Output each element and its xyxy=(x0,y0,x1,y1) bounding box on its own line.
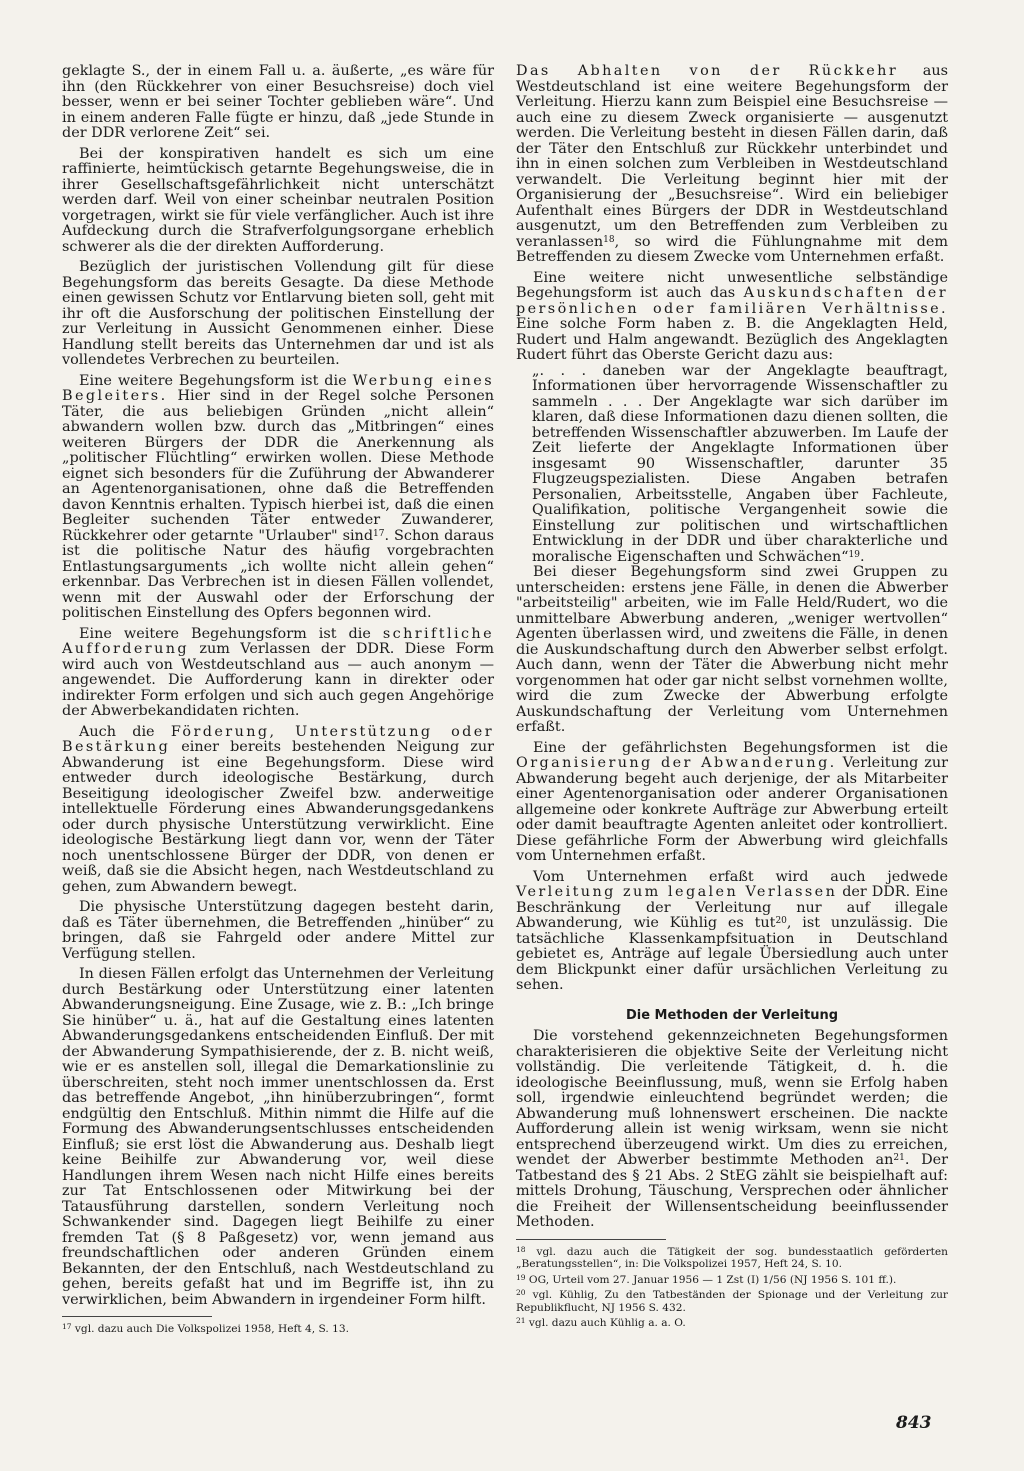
footnote-text: vgl. dazu auch Die Volkspolizei 1958, Heft 4, S. 13. xyxy=(74,1323,349,1335)
footnote xyxy=(516,1274,948,1287)
footnote-ref: 19 xyxy=(848,549,860,560)
text-run: Verleitung zur Abwanderung begeht auch derjenige, der als Mitarbeiter einer Agentenorganisation oder anderer Organisationen allgemeine oder konkrete Aufträge zur Abwerbung erteilt oder damit beauftragte Agenten anleitet oder kontrolliert. Diese gefährliche Form der Abwerbung wird gleichfalls vom Unternehmen erfaßt. xyxy=(516,755,948,864)
footnote-ref: 18 xyxy=(603,234,615,245)
emphasis: Werbung eines Begleiters. xyxy=(62,372,494,404)
right-column xyxy=(516,64,948,1333)
footnote-text: vgl. dazu auch die Tätigkeit der sog. bundesstaatlich geförderten „Beratungsstellen“, in: Die Volkspolizei 1957, Heft 24, S. 10. xyxy=(516,1245,948,1271)
footnote xyxy=(62,1323,494,1336)
text-run: einer bereits bestehenden Neigung zur Abwanderung ist eine Begehungsform. Diese wird entweder durch ideologische Bestärkung, durch Beseitigung ideologischer Zweifel bzw. anderweitige intellektuelle Förderung eines Abwanderungsgedankens oder durch physische Unterstützung verwirklicht. Eine ideologische Bestärkung liegt dann vor, wenn der Täter noch unentschlossene Bürger der DDR, von denen er weiß, daß sie die Absicht hegen, nach Westdeutschland zu gehen, zum Abwandern bewegt. xyxy=(62,739,494,895)
emphasis: Das Abhalten von der Rückkehr xyxy=(516,63,899,79)
text-run: Eine solche Form haben z. B. die Angeklagten Held, Rudert und Halm angewandt. Bezüglich des Angeklagten Rudert führt das Oberste Gericht dazu aus: xyxy=(516,316,948,363)
footnote-number: 20 xyxy=(516,1288,526,1298)
footnote-ref: 21 xyxy=(893,1153,905,1163)
text-run: zum Verlassen der DDR. Diese Form wird auch von Westdeutschland aus — auch anonym — angewendet. Die Aufforderung kann in direkter oder indirekter Form erfolgen und sich auch gegen Angehörige der Abwerbekandidaten richten. xyxy=(62,641,494,719)
emphasis: schriftliche Aufforderung xyxy=(62,625,494,657)
emphasis: Verleitung zum legalen Verlassen xyxy=(516,884,838,900)
footnote-ref: 17 xyxy=(373,528,385,539)
paragraph: Bezüglich der juristischen Vollendung gilt für diese Begehungsform das bereits Gesagte. Da diese Methode einen gewissen Schutz vor Entlarvung bieten soll, geht mit ihr oft die Ausforschung der politischen Einstellung der zur Verleitung in Aussicht Genommenen einher. Diese Handlung stellt bereits das Unternehmen dar und ist als vollendetes Verbrechen zu beurteilen. xyxy=(62,259,494,368)
quote-text: „. . . daneben war der Angeklagte beauftragt, Informationen über hervorragende Wissenschaftler zu sammeln . . . Der Angeklagte war sich darüber im klaren, daß diese Informationen dazu dienen sollten, die betreffenden Wissenschaftler abzuwerben. Im Laufe der Zeit lieferte der Angeklagte Informationen über insgesamt 90 Wissenschaftler, darunter 35 Flugzeugspezialisten. Diese Angaben betrafen Personalien, Arbeitsstelle, Angaben über Fachleute, Qualifikation, politische Vergangenheit sowie die Einstellung zur politischen und wirtschaftlichen Entwicklung in der DDR und über charakterliche und moralische Eigenschaften und Schwächen“$^{19}$. xyxy=(532,362,948,565)
footnote-text: vgl. Kühlig, Zu den Tatbeständen der Spionage und der Verleitung zur Republikflucht, NJ 1956 S. 432. xyxy=(516,1289,948,1314)
footnote-number: 21 xyxy=(516,1316,526,1326)
text-run: Eine weitere Begehungsform ist die xyxy=(79,625,371,642)
footnote-number: 19 xyxy=(516,1272,526,1282)
paragraph xyxy=(516,870,948,994)
paragraph xyxy=(62,627,494,720)
text-run: Die vorstehend gekennzeichneten Begehungsformen charakterisieren die objektive Seite der Verleitung nicht vollständig. Die verleitende Tätigkeit, d. h. die ideologische Beeinflussung, muß, wenn sie Erfolg haben soll, irgendwie einleuchtend begründet werden; die Abwanderung muß lohnenswert erscheinen. Die nackte Aufforderung allein ist wenig wirksam, wenn sie nicht entsprechend überzeugend wirkt. Um dies zu erreichen, wendet der Abwerber bestimmte Methoden an xyxy=(516,1028,948,1168)
footnote xyxy=(516,1317,948,1330)
footnote-divider xyxy=(62,1316,212,1317)
text-run: Eine weitere nicht unwesentliche selbständige Begehungsform ist auch das xyxy=(516,269,948,301)
footnote xyxy=(516,1289,948,1314)
footnote-divider xyxy=(516,1239,666,1240)
paragraph: Die physische Unterstützung dagegen besteht darin, daß es Täter übernehmen, die Betreffenden „hinüber“ zu bringen, daß sie Fahrgeld oder andere Mittel zur Verfügung stellen. xyxy=(62,899,494,962)
text-run: , so wird die Fühlungnahme mit dem Betreffenden zu diesem Zwecke vom Unternehmen erfaßt. xyxy=(516,233,948,265)
emphasis: Auskundschaften der persönlichen oder familiären Verhältnisse. xyxy=(516,285,949,317)
left-column xyxy=(62,64,494,1339)
paragraph xyxy=(62,725,494,896)
footnote-text: OG, Urteil vom 27. Januar 1956 — 1 Zst (I) 1/56 (NJ 1956 S. 101 ff.). xyxy=(528,1273,897,1286)
section-heading: Die Methoden der Verleitung xyxy=(625,1007,839,1023)
text-run: , ist unzulässig. Die tatsächliche Klassenkampfsituation in Deutschland gebietet es, Anträge auf legale Übersiedlung auch unter dem Blickpunkt einer dafür ursächlichen Verleitung zu sehen. xyxy=(516,915,948,993)
text-run: Eine der gefährlichsten Begehungsformen ist die xyxy=(533,739,948,756)
footnote-number: 17 xyxy=(62,1322,72,1331)
paragraph xyxy=(516,741,948,865)
paragraph: In diesen Fällen erfolgt das Unternehmen der Verleitung durch Bestärkung oder Unterstützung einer latenten Abwanderungsneigung. Eine Zusage, wie z. B.: „Ich bringe Sie hinüber“ u. ä., hat auf die Gestaltung eines latenten Abwanderungsgedankens entscheidenden Einfluß. Der mit der Abwanderung Sympathisierende, der z. B. nicht weiß, wie er es anstellen soll, illegal die Demarkationslinie zu überschreiten, steht noch immer unentschlossen da. Erst das betreffende Angebot, „ihn hinüberzubringen“, formt endgültig den Entschluß. Mithin nimmt die Hilfe auf die Formung des Abwanderungsentschlusses entscheidenden Einfluß; sie erst löst die Abwanderung aus. Deshalb liegt keine Beihilfe zur Abwanderung vor, weil diese Handlungen ihrem Wesen nach nicht Hilfe eines bereits zur Tat Entschlossenen oder Mitwirkung bei der Tatausführung darstellen, sondern Verleitung noch Schwankender sind. Dagegen liegt Beihilfe zu einer fremden Tat (§ 8 Paßgesetz) vor, wenn jemand aus freundschaftlichen oder anderen Gründen einem Bekannten, der den Entschluß, nach Westdeutschland zu gehen, bereits gefaßt hat und im Begriffe ist, ihn zu verwirklichen, beim Abwandern in irgendeiner Form hilft. xyxy=(62,966,494,1308)
text-run: Hier sind in der Regel solche Personen Täter, die aus beliebigen Gründen „nicht allein“ abwandern wollen bzw. durch das „Mitbringen“ eines weiteren Bürgers der DDR die Anerkennung als „politischer Flüchtling“ erwirken wollen. Diese Methode eignet sich besonders für die Zuführung der Abwanderer an Agentenorganisationen, ohne daß die Betreffenden davon Kenntnis erhalten. Typisch hierbei ist, daß die einen Begleiter suchenden Täter entweder Zuwanderer, Rückkehrer oder getarnte "Urlauber" sind xyxy=(62,388,494,544)
text-run: der DDR. Eine Beschränkung der Verleitung nur auf illegale Abwanderung, wie Kühlig es tut xyxy=(516,884,948,931)
paragraph: Bei der konspirativen handelt es sich um eine raffinierte, heimtückisch getarnte Begehungsweise, die in ihrer Gesellschaftsgefährlichkeit nicht unterschätzt werden darf. Weil von einer scheinbar neutralen Position vorgetragen, wirkt sie für viele verfänglicher. Auch ist ihre Aufdeckung durch die Strafverfolgungsorgane erheblich schwerer als die der direkten Aufforderung. xyxy=(62,145,494,255)
emphasis: Förderung, Unterstützung oder Bestärkung xyxy=(62,723,494,755)
block-quote xyxy=(516,364,948,566)
footnote-text: vgl. dazu auch Kühlig a. a. O. xyxy=(528,1317,686,1330)
footnote-ref: 20 xyxy=(775,916,787,926)
paragraph xyxy=(62,374,494,622)
text-run: „. . . daneben war der Angeklagte beauftragt, Informationen über hervorragende Wissenschaftler zu sammeln . . . Der Angeklagte war sich darüber im klaren, daß diese Informationen dazu dienen sollten, die betreffenden Wissenschaftler abzuwerben. Im Laufe der Zeit lieferte der Angeklagte Informationen über insgesamt 90 Wissenschaftler, darunter 35 Flugzeugspezialisten. Diese Angaben betrafen Personalien, Arbeitsstelle, Angaben über Fachleute, Qualifikation, politische Vergangenheit sowie die Einstellung zur politischen und wirtschaftlichen Entwicklung in der DDR und über charakterliche und moralische Eigenschaften und Schwächen“ xyxy=(532,362,948,565)
footnote xyxy=(516,1246,948,1271)
paragraph xyxy=(516,271,948,364)
text-run: Vom Unternehmen erfaßt wird auch jedwede xyxy=(533,868,948,885)
paragraph: Bei dieser Begehungsform sind zwei Gruppen zu unterscheiden: erstens jene Fälle, in denen die Abwerber "arbeitsteilig" arbeiten, wie im Falle Held/Rudert, wo die unmittelbare Abwerbung anderen, „weniger wertvollen“ Agenten überlassen wird, und zweitens die Fälle, in denen die Auskundschaftung durch den Abwerber selbst erfolgt. Auch dann, wenn der Täter die Abwerbung nicht mehr vorgenommen hat oder gar nicht selbst vornehmen wollte, wird die zum Zwecke der Abwerbung erfolgte Auskundschaftung der Verleitung vom Unternehmen erfaßt. xyxy=(516,564,948,735)
emphasis: Organisierung der Abwanderung. xyxy=(516,755,837,771)
text-run: Auch die xyxy=(79,723,155,740)
paragraph xyxy=(516,1029,948,1231)
text-run: aus Westdeutschland ist eine weitere Begehungsform der Verleitung. Hierzu kann zum Beispiel eine Besuchsreise — auch eine zu diesem Zweck organisierte — ausgenutzt werden. Die Verleitung besteht in diesen Fällen darin, daß der Täter den Entschluß zur Rückkehr unterbindet und ihn in einen solchen zum Verbleiben in Westdeutschland verwandelt. Die Verleitung beginnt hier mit der Organisierung der „Besuchsreise“. Wird ein beliebiger Aufenthalt eines Bürgers der DDR in Westdeutschland ausgenutzt, um den Betreffenden zum Verbleiben zu veranlassen xyxy=(516,63,948,250)
text-run: . Der Tatbestand des § 21 Abs. 2 StEG zählt sie beispielhaft auf: mittels Drohung, Täuschung, Versprechen oder ähnlicher die Freiheit der Willensentscheidung beeinflussender Methoden. xyxy=(516,1152,948,1230)
footnote-number: 18 xyxy=(516,1244,526,1254)
page-number: 843 xyxy=(896,1413,932,1433)
text-run: . Schon daraus ist die politische Natur des häufig vorgebrachten Entlastungsarguments „ich wollte nicht allein gehen“ erkennbar. Das Verbrechen ist in diesen Fällen vollendet, wenn mit der Auswahl oder der Erforschung der politischen Einstellung des Opfers begonnen wird. xyxy=(62,527,494,621)
paragraph xyxy=(516,64,948,266)
paragraph: geklagte S., der in einem Fall u. a. äußerte, „es wäre für ihn (den Rückkehrer von einer Besuchsreise) doch viel besser, wenn er bei seiner Tochter geblieben wäre“. Und in einem anderen Falle fügte er hinzu, daß „jede Stunde in der DDR verlorene Zeit“ sei. xyxy=(62,63,494,141)
text-run: Eine weitere Begehungsform ist die xyxy=(79,372,347,389)
